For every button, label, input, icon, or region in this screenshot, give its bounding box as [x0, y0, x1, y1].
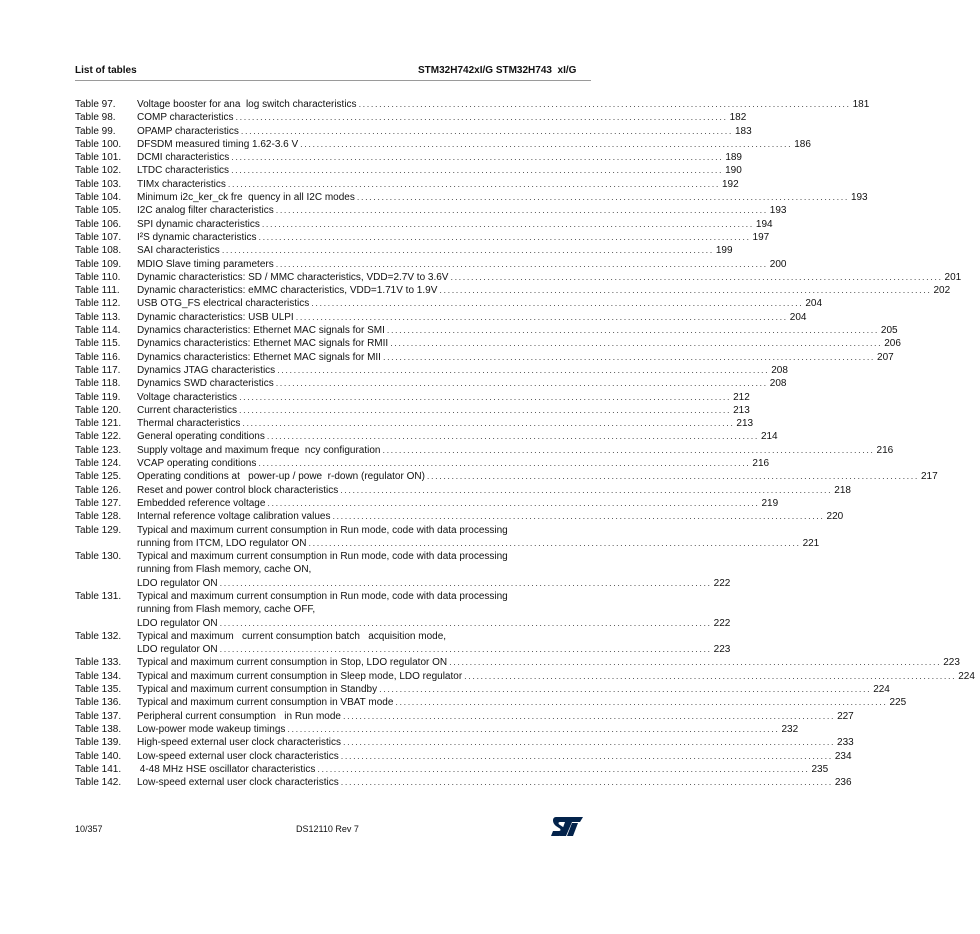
- dot-leader: ........................................................................................................................: [343, 710, 836, 721]
- table-number: Table 100.: [75, 138, 122, 150]
- table-title: Minimum i2c_ker_ck fre quency in all I2C modes: [137, 192, 355, 204]
- toc-entry[interactable]: [75, 258, 787, 271]
- dot-leader: ........................................................................................................................: [340, 484, 833, 495]
- toc-entry[interactable]: [75, 377, 787, 390]
- page-ref[interactable]: 216: [752, 458, 770, 470]
- page-ref[interactable]: 192: [721, 178, 739, 190]
- dot-leader: ........................................................................................................................: [358, 99, 851, 109]
- table-number: Table 129.: [75, 524, 122, 536]
- toc-entry[interactable]: [75, 324, 898, 337]
- page-ref[interactable]: 223: [943, 657, 960, 669]
- page-ref[interactable]: 221: [802, 537, 820, 549]
- page-ref[interactable]: 199: [715, 245, 733, 257]
- page-ref[interactable]: 217: [920, 471, 938, 483]
- page-ref[interactable]: 208: [771, 364, 788, 376]
- page-ref[interactable]: 223: [713, 644, 731, 656]
- table-number: Table 124.: [75, 458, 122, 470]
- toc-entry[interactable]: [75, 231, 770, 244]
- page-ref[interactable]: 236: [834, 777, 852, 789]
- dot-leader: ........................................................................................................................: [426, 471, 919, 482]
- table-number: Table 134.: [75, 670, 122, 682]
- table-number: Table 109.: [75, 258, 122, 270]
- table-title: Thermal characteristics: [137, 418, 241, 430]
- table-title: LTDC characteristics: [137, 165, 230, 177]
- page-ref[interactable]: 197: [752, 231, 770, 243]
- dot-leader: ........................................................................................................................: [266, 431, 759, 442]
- toc-entry[interactable]: [75, 736, 854, 749]
- page-ref[interactable]: 227: [837, 710, 854, 722]
- dot-leader: ........................................................................................................................: [340, 750, 833, 761]
- section-title: List of tables: [75, 65, 137, 76]
- dot-leader: ........................................................................................................................: [240, 125, 733, 136]
- page-ref[interactable]: 205: [880, 325, 898, 337]
- table-number: Table 107.: [75, 231, 122, 243]
- page-ref[interactable]: 232: [781, 723, 799, 735]
- table-number: Table 135.: [75, 684, 122, 696]
- page-ref[interactable]: 193: [769, 205, 787, 217]
- dot-leader: ........................................................................................................................: [308, 537, 801, 548]
- dot-leader: ........................................................................................................................: [356, 192, 849, 203]
- toc-entry[interactable]: [75, 125, 752, 138]
- table-title: Typical and maximum current consumption in VBAT mode: [137, 697, 394, 709]
- table-number: Table 122.: [75, 431, 122, 443]
- page-ref[interactable]: 207: [877, 351, 894, 363]
- toc-entry[interactable]: [75, 484, 851, 497]
- table-title: Typical and maximum current consumption in Standby: [137, 684, 378, 696]
- table-number: Table 123.: [75, 444, 122, 456]
- dot-leader: ........................................................................................................................: [267, 497, 760, 508]
- table-title: Voltage booster for ana log switch characteristics: [137, 99, 357, 110]
- dot-leader: ........................................................................................................................: [235, 112, 728, 123]
- table-title: running from ITCM, LDO regulator ON: [137, 537, 307, 549]
- toc-entry[interactable]: [75, 271, 962, 284]
- toc-entry[interactable]: [75, 683, 890, 696]
- table-number: Table 133.: [75, 657, 122, 669]
- table-title: COMP characteristics: [137, 112, 234, 124]
- toc-entry[interactable]: [75, 656, 960, 669]
- table-title: Dynamics characteristics: Ethernet MAC signals for SMI: [137, 325, 385, 337]
- dot-leader: ........................................................................................................................: [382, 444, 875, 455]
- dot-leader: ........................................................................................................................: [382, 351, 876, 362]
- toc-entry[interactable]: [75, 750, 852, 763]
- table-title: running from Flash memory, cache ON,: [137, 564, 312, 576]
- table-number: Table 131.: [75, 590, 122, 602]
- toc-entry[interactable]: [75, 470, 938, 483]
- table-title: Typical and maximum current consumption in Sleep mode, LDO regulator: [137, 670, 463, 682]
- dot-leader: ........................................................................................................................: [258, 231, 751, 242]
- dot-leader: ........................................................................................................................: [295, 311, 788, 322]
- toc-entry[interactable]: [75, 391, 750, 404]
- table-number: Table 116.: [75, 351, 121, 363]
- table-title: Dynamic characteristics: USB ULPI: [137, 311, 294, 323]
- toc-entry[interactable]: [75, 364, 788, 377]
- table-number: Table 137.: [75, 710, 122, 722]
- toc-entry[interactable]: [75, 430, 778, 443]
- toc-entry[interactable]: [75, 111, 747, 124]
- dot-leader: ........................................................................................................................: [332, 511, 825, 522]
- table-title: High-speed external user clock characteristics: [137, 737, 341, 749]
- table-title: TIMx characteristics: [137, 178, 226, 190]
- toc-entry[interactable]: [75, 776, 852, 789]
- table-number: Table 138.: [75, 723, 122, 735]
- toc-entry[interactable]: [75, 204, 787, 217]
- page-ref[interactable]: 224: [958, 670, 975, 682]
- table-title: Internal reference voltage calibration values: [137, 511, 331, 523]
- toc-entry[interactable]: [75, 191, 868, 204]
- dot-leader: ........................................................................................................................: [275, 378, 768, 389]
- toc-entry[interactable]: [75, 337, 901, 350]
- dot-leader: ........................................................................................................................: [449, 657, 942, 668]
- page-ref[interactable]: 213: [733, 404, 750, 416]
- toc-entry[interactable]: [75, 417, 754, 430]
- page-ref[interactable]: 181: [852, 99, 870, 110]
- table-number: Table 142.: [75, 777, 122, 789]
- table-title: Low-speed external user clock characteristics: [137, 777, 339, 789]
- dot-leader: ........................................................................................................................: [287, 723, 780, 734]
- table-title: VCAP operating conditions: [137, 458, 257, 470]
- table-number: Table 121.: [75, 418, 122, 430]
- page-ref[interactable]: 222: [713, 577, 731, 589]
- table-number: Table 118.: [75, 378, 121, 390]
- toc-entry[interactable]: [75, 590, 731, 630]
- page-ref[interactable]: 200: [769, 258, 787, 270]
- dot-leader: ........................................................................................................................: [239, 404, 732, 415]
- toc-entry[interactable]: [75, 444, 894, 457]
- dot-leader: ........................................................................................................................: [231, 165, 724, 176]
- dot-leader: ........................................................................................................................: [227, 178, 720, 189]
- table-title: Current characteristics: [137, 404, 238, 416]
- dot-leader: ........................................................................................................................: [317, 763, 810, 774]
- table-title: Typical and maximum current consumption in Stop, LDO regulator ON: [137, 657, 448, 669]
- dot-leader: ........................................................................................................................: [340, 777, 833, 788]
- table-title: Dynamic characteristics: eMMC characteristics, VDD=1.71V to 1.9V: [137, 285, 438, 297]
- table-title: Typical and maximum current consumption in Run mode, code with data processing: [137, 524, 508, 536]
- table-number: Table 110.: [75, 271, 121, 283]
- table-title: Typical and maximum current consumption in Run mode, code with data processing: [137, 590, 508, 602]
- table-title: LDO regulator ON: [137, 577, 218, 589]
- table-number: Table 106.: [75, 218, 122, 230]
- toc-entry[interactable]: [75, 151, 742, 164]
- dot-leader: ........................................................................................................................: [311, 298, 804, 309]
- table-title: Reset and power control block characteristics: [137, 484, 339, 496]
- page-ref[interactable]: 206: [884, 338, 901, 350]
- table-number: Table 99.: [75, 125, 116, 137]
- table-number: Table 126.: [75, 484, 122, 496]
- table-title: Low-speed external user clock characteristics: [137, 750, 339, 762]
- page-ref[interactable]: 222: [713, 617, 731, 629]
- dot-leader: ........................................................................................................................: [239, 391, 732, 402]
- table-number: Table 136.: [75, 697, 122, 709]
- dot-leader: ........................................................................................................................: [242, 418, 735, 429]
- toc-entry[interactable]: [75, 98, 870, 111]
- page-ref[interactable]: 183: [734, 125, 752, 137]
- page-ref[interactable]: 218: [834, 484, 851, 496]
- table-title: Dynamics characteristics: Ethernet MAC signals for RMII: [137, 338, 389, 350]
- page-ref[interactable]: 224: [873, 684, 890, 696]
- table-title: USB OTG_FS electrical characteristics: [137, 298, 310, 310]
- toc-entry[interactable]: [75, 297, 823, 310]
- document-revision: DS12110 Rev 7: [296, 824, 359, 834]
- table-title: Dynamic characteristics: SD / MMC characteristics, VDD=2.7V to 3.6V: [137, 271, 449, 283]
- page-ref[interactable]: 194: [755, 218, 773, 230]
- table-title: OPAMP characteristics: [137, 125, 239, 137]
- page-ref[interactable]: 189: [725, 152, 742, 164]
- dot-leader: ........................................................................................................................: [219, 644, 712, 655]
- dot-leader: ........................................................................................................................: [231, 152, 724, 163]
- table-title: running from Flash memory, cache OFF,: [137, 604, 316, 616]
- toc-entry[interactable]: [75, 763, 829, 776]
- table-number: Table 97.: [75, 99, 116, 110]
- table-number: Table 125.: [75, 471, 122, 483]
- table-number: Table 105.: [75, 205, 122, 217]
- page-ref[interactable]: 225: [889, 697, 907, 709]
- product-title: STM32H742xI/G STM32H743 xI/G: [418, 65, 577, 76]
- table-number: Table 141.: [75, 763, 122, 775]
- table-number: Table 114.: [75, 325, 121, 337]
- table-number: Table 140.: [75, 750, 122, 762]
- toc-entry[interactable]: [75, 164, 742, 177]
- toc-entry[interactable]: [75, 550, 731, 590]
- toc-entry[interactable]: [75, 244, 733, 257]
- page-ref[interactable]: 235: [811, 763, 829, 775]
- toc-entry[interactable]: [75, 351, 894, 364]
- dot-leader: ........................................................................................................................: [275, 205, 768, 216]
- table-title: Typical and maximum current consumption batch acquisition mode,: [137, 630, 447, 642]
- toc-entry[interactable]: [75, 630, 731, 657]
- dot-leader: ........................................................................................................................: [219, 617, 712, 628]
- dot-leader: ........................................................................................................................: [300, 138, 793, 149]
- page-ref[interactable]: 182: [729, 112, 747, 124]
- toc-entry[interactable]: [75, 524, 820, 551]
- table-title: LDO regulator ON: [137, 644, 218, 656]
- dot-leader: ........................................................................................................................: [219, 577, 712, 588]
- table-title: Dynamics characteristics: Ethernet MAC signals for MII: [137, 351, 381, 363]
- table-title: 4-48 MHz HSE oscillator characteristics: [137, 763, 316, 775]
- toc-entry[interactable]: [75, 457, 770, 470]
- page-ref[interactable]: 202: [933, 285, 951, 297]
- page-ref[interactable]: 213: [736, 418, 754, 430]
- dot-leader: ........................................................................................................................: [439, 285, 932, 296]
- table-title: SAI characteristics: [137, 245, 220, 257]
- page-ref[interactable]: 212: [733, 391, 750, 403]
- page-ref[interactable]: 204: [805, 298, 823, 310]
- table-title: General operating conditions: [137, 431, 265, 443]
- table-title: Operating conditions at power-up / powe r-down (regulator ON): [137, 471, 425, 483]
- toc-entry[interactable]: [75, 497, 779, 510]
- dot-leader: ........................................................................................................................: [390, 338, 883, 349]
- toc-entry[interactable]: [75, 178, 739, 191]
- page-ref[interactable]: 204: [789, 311, 807, 323]
- table-number: Table 101.: [75, 152, 122, 164]
- toc-entry[interactable]: [75, 138, 811, 151]
- toc-entry[interactable]: [75, 696, 907, 709]
- page-number: 10/357: [75, 824, 103, 834]
- table-title: Dynamics JTAG characteristics: [137, 364, 276, 376]
- table-number: Table 119.: [75, 391, 121, 403]
- page-ref[interactable]: 190: [725, 165, 742, 177]
- table-title: I2C analog filter characteristics: [137, 205, 274, 217]
- toc-entry[interactable]: [75, 404, 750, 417]
- page-ref[interactable]: 201: [944, 271, 962, 283]
- table-title: Peripheral current consumption in Run mode: [137, 710, 341, 722]
- dot-leader: ........................................................................................................................: [395, 697, 888, 708]
- table-title: Supply voltage and maximum freque ncy configuration: [137, 444, 381, 456]
- dot-leader: ........................................................................................................................: [261, 218, 754, 229]
- toc-entry[interactable]: [75, 723, 799, 736]
- table-number: Table 127.: [75, 497, 122, 509]
- toc-entry[interactable]: [75, 218, 773, 231]
- table-number: Table 139.: [75, 737, 122, 749]
- table-title: DFSDM measured timing 1.62-3.6 V: [137, 138, 299, 150]
- table-number: Table 117.: [75, 364, 121, 376]
- toc-entry[interactable]: [75, 311, 807, 324]
- table-title: Voltage characteristics: [137, 391, 238, 403]
- table-number: Table 108.: [75, 245, 122, 257]
- table-title: LDO regulator ON: [137, 617, 218, 629]
- dot-leader: ........................................................................................................................: [221, 245, 714, 256]
- table-number: Table 98.: [75, 112, 116, 124]
- page-ref[interactable]: 208: [769, 378, 787, 390]
- table-title: Embedded reference voltage: [137, 497, 266, 509]
- table-number: Table 111.: [75, 285, 120, 297]
- dot-leader: ........................................................................................................................: [386, 325, 879, 336]
- table-number: Table 115.: [75, 338, 121, 350]
- dot-leader: ........................................................................................................................: [464, 670, 957, 681]
- page-ref[interactable]: 233: [837, 737, 854, 749]
- page-ref[interactable]: 214: [760, 431, 778, 443]
- table-number: Table 103.: [75, 178, 122, 190]
- table-title: Low-power mode wakeup timings: [137, 723, 286, 735]
- dot-leader: ........................................................................................................................: [275, 258, 768, 269]
- table-title: Typical and maximum current consumption in Run mode, code with data processing: [137, 551, 508, 563]
- dot-leader: ........................................................................................................................: [277, 364, 770, 375]
- table-title: I²S dynamic characteristics: [137, 231, 257, 243]
- table-title: MDIO Slave timing parameters: [137, 258, 274, 270]
- page-ref[interactable]: 220: [826, 511, 844, 523]
- page-ref[interactable]: 216: [876, 444, 894, 456]
- page-ref[interactable]: 193: [850, 192, 868, 204]
- table-title: DCMI characteristics: [137, 152, 230, 164]
- header-rule: [75, 80, 591, 81]
- dot-leader: ........................................................................................................................: [258, 458, 751, 469]
- dot-leader: ........................................................................................................................: [379, 684, 872, 695]
- table-number: Table 113.: [75, 311, 121, 323]
- table-number: Table 102.: [75, 165, 122, 177]
- page-ref[interactable]: 234: [834, 750, 852, 762]
- dot-leader: ........................................................................................................................: [342, 737, 836, 748]
- page-ref[interactable]: 219: [761, 497, 779, 509]
- toc-entry[interactable]: [75, 510, 844, 523]
- table-number: Table 112.: [75, 298, 121, 310]
- table-number: Table 128.: [75, 511, 122, 523]
- table-number: Table 104.: [75, 192, 122, 204]
- page-ref[interactable]: 186: [794, 138, 811, 150]
- dot-leader: ........................................................................................................................: [450, 271, 943, 282]
- table-title: SPI dynamic characteristics: [137, 218, 260, 230]
- toc-entry[interactable]: [75, 284, 951, 297]
- list-of-tables: [75, 98, 975, 789]
- table-number: Table 130.: [75, 551, 122, 563]
- toc-entry[interactable]: [75, 710, 854, 723]
- table-number: Table 120.: [75, 404, 122, 416]
- table-number: Table 132.: [75, 630, 122, 642]
- toc-entry[interactable]: [75, 670, 975, 683]
- table-title: Dynamics SWD characteristics: [137, 378, 274, 390]
- st-logo-icon: [550, 815, 584, 837]
